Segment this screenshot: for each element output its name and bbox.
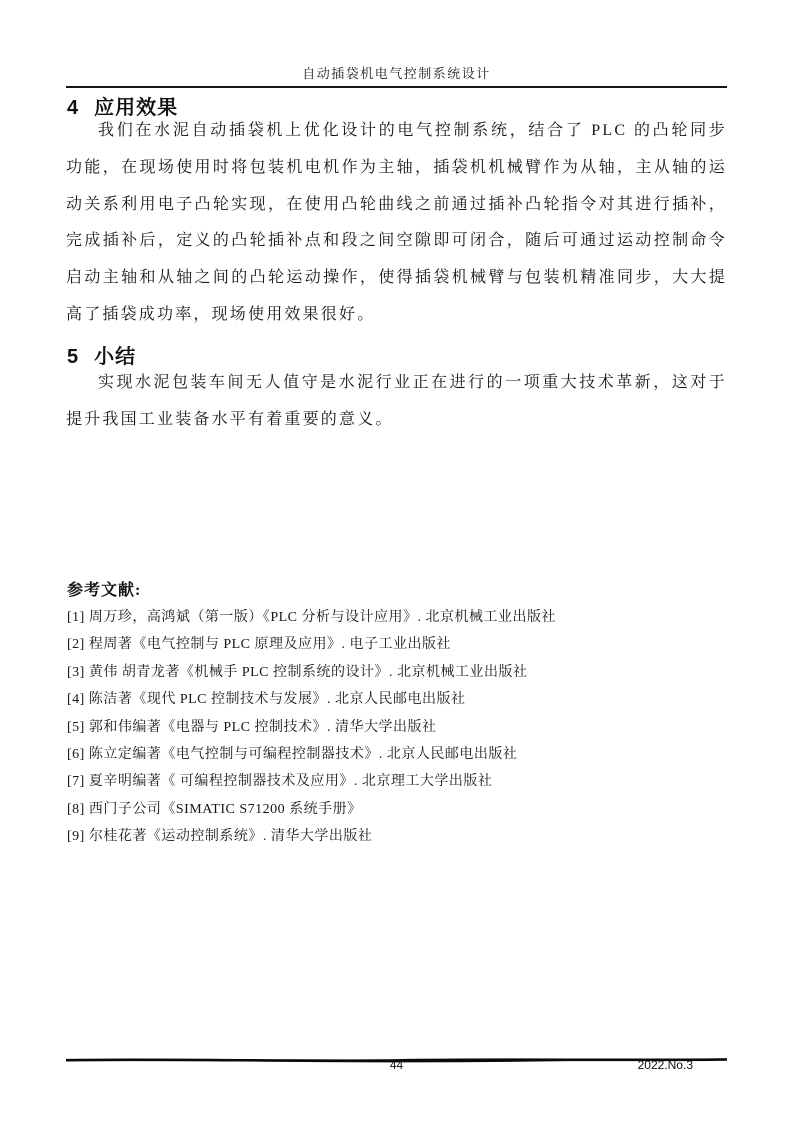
references-list bbox=[67, 604, 728, 851]
section-number: 5 bbox=[67, 346, 79, 368]
reference-item: [9] 尔桂花著《运动控制系统》. 清华大学出版社 bbox=[67, 829, 373, 845]
reference-item: [3] 黄伟 胡青龙著《机械手 PLC 控制系统的设计》. 北京机械工业出版社 bbox=[67, 664, 528, 680]
reference-item: [5] 郭和伟编著《电器与 PLC 控制技术》. 清华大学出版社 bbox=[67, 719, 437, 735]
reference-item: [4] 陈洁著《现代 PLC 控制技术与发展》. 北京人民邮电出版社 bbox=[67, 692, 466, 708]
references-heading: 参考文献: bbox=[67, 582, 142, 599]
reference-item: [7] 夏辛明编著《 可编程控制器技术及应用》. 北京理工大学出版社 bbox=[67, 774, 493, 790]
footer-rule bbox=[66, 1050, 727, 1056]
page-number: 44 bbox=[389, 1058, 404, 1072]
running-header-title: 自动插袋机电气控制系统设计 bbox=[302, 66, 491, 81]
section-title: 小结 bbox=[94, 346, 137, 368]
paragraph-summary: 实现水泥包装车间无人值守是水泥行业正在进行的一项重大技术革新，这对于提升我国工业装备水平有着重要的意义。 bbox=[66, 374, 727, 428]
issue-number: 2022.No.3 bbox=[637, 1058, 693, 1072]
section-title: 应用效果 bbox=[94, 97, 179, 119]
reference-item: [6] 陈立定编著《电气控制与可编程控制器技术》. 北京人民邮电出版社 bbox=[67, 747, 518, 763]
reference-item: [1] 周万珍，高鸿斌（第一版）《PLC 分析与设计应用》. 北京机械工业出版社 bbox=[67, 610, 556, 625]
reference-item: [8] 西门子公司《SIMATIC S71200 系统手册》 bbox=[67, 801, 362, 817]
paragraph-application-effect: 我们在水泥自动插袋机上优化设计的电气控制系统，结合了 PLC 的凸轮同步功能，在现场使用时将包装机电机作为主轴，插袋机机械臂作为从轴，主从轴的运动关系利用电子凸轮实现，在使用凸轮曲线之前通过插补凸轮指令对其进行插补，完成插补后，定义的凸轮插补点和段之间空隙即可闭合，随后可通过运动控制命令启动主轴和从轴之间的凸轮运动操作，使得插袋机械臂与包装机精准同步，大大提高了插袋成功率，现场使用效果很好。 bbox=[66, 122, 727, 323]
reference-item: [2] 程周著《电气控制与 PLC 原理及应用》. 电子工业出版社 bbox=[67, 637, 451, 653]
header-rule bbox=[66, 86, 727, 88]
section-number: 4 bbox=[67, 97, 79, 119]
